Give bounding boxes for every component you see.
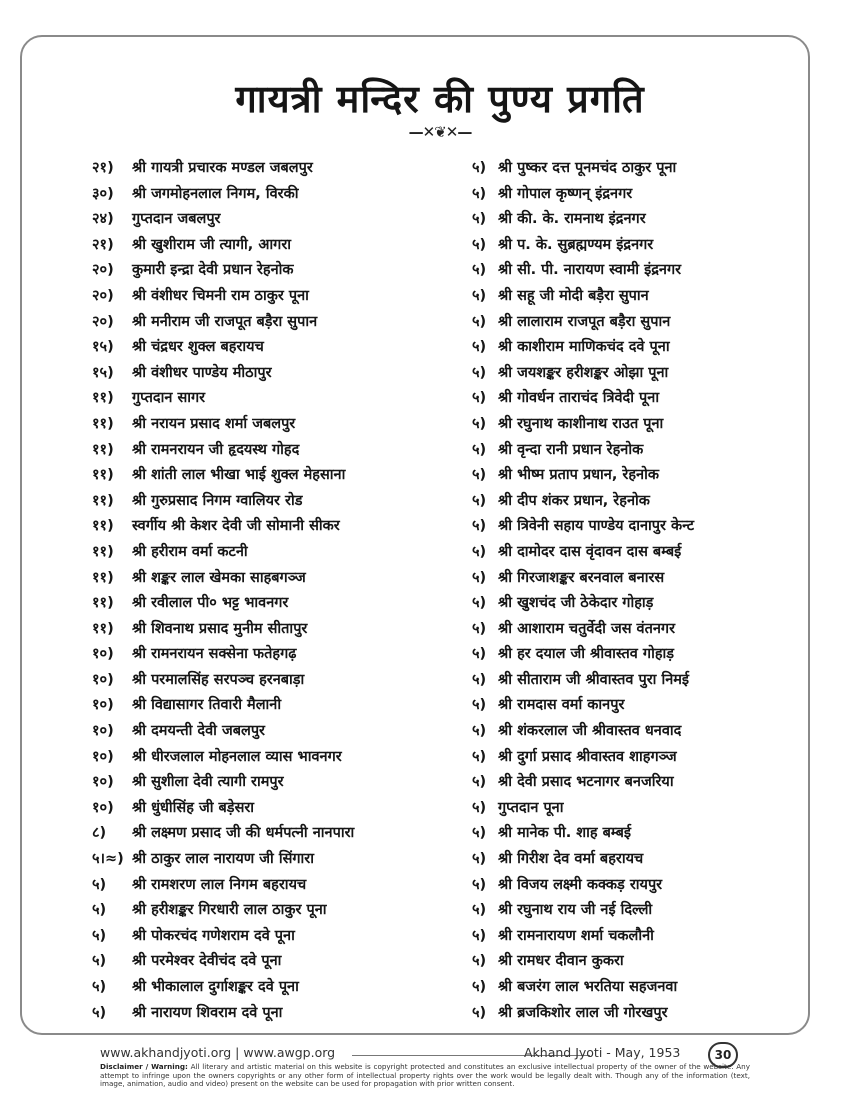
- donor-entry: [472, 514, 792, 540]
- donor-name: श्री मनीराम जी राजपूत बड़ैरा सुपान: [132, 313, 318, 330]
- donation-amount: १०): [92, 646, 114, 663]
- donor-name: श्री सीताराम जी श्रीवास्तव पुरा निमई: [498, 671, 690, 688]
- donor-name: श्री गोपाल कृष्णन् इंद्रनगर: [498, 185, 633, 202]
- donor-name: श्री विद्यासागर तिवारी मैलानी: [132, 697, 282, 714]
- donation-amount: २१): [92, 236, 114, 253]
- donor-entry: [92, 770, 432, 796]
- donor-entry: [92, 924, 432, 950]
- donor-name: श्री हरीशङ्कर गिरधारी लाल ठाकुर पूना: [132, 902, 327, 919]
- donor-entry: [92, 412, 432, 438]
- donation-amount: ५): [472, 902, 487, 919]
- donation-amount: ५): [472, 262, 487, 279]
- donation-amount: ११): [92, 595, 114, 612]
- donor-name: श्री जगमोहनलाल निगम, विरकी: [132, 185, 299, 202]
- donation-amount: ११): [92, 492, 114, 509]
- donation-amount: ५): [92, 876, 107, 893]
- donation-amount: १०): [92, 697, 114, 714]
- donor-entry: [92, 233, 432, 259]
- donor-entry: [92, 489, 432, 515]
- donor-name: श्री रघुनाथ काशीनाथ राउत पूना: [498, 415, 664, 432]
- donation-amount: ५): [92, 1004, 107, 1021]
- donation-amount: ५): [472, 646, 487, 663]
- donor-entry: [92, 642, 432, 668]
- donor-name: श्री चंद्रधर शुक्ल बहरायच: [132, 339, 264, 356]
- donor-entry: [472, 745, 792, 771]
- donor-entry: [472, 566, 792, 592]
- donor-entry: [92, 514, 432, 540]
- donor-entry: [472, 438, 792, 464]
- disclaimer-label: Disclaimer / Warning:: [100, 1062, 188, 1071]
- donor-entry: [92, 540, 432, 566]
- donor-entry: [92, 796, 432, 822]
- donor-name: श्री शङ्कर लाल खेमका साहबगञ्ज: [132, 569, 306, 586]
- donor-entry: [472, 361, 792, 387]
- donation-amount: ५): [472, 825, 487, 842]
- donation-amount: ५): [472, 595, 487, 612]
- donor-name: श्री दीप शंकर प्रधान, रेहनोक: [498, 492, 650, 509]
- donation-amount: ५): [472, 774, 487, 791]
- donor-entry: [92, 361, 432, 387]
- donation-amount: २०): [92, 287, 114, 304]
- donor-name: श्री आशाराम चतुर्वेदी जस वंतनगर: [498, 620, 676, 637]
- donor-name: श्री त्रिवेनी सहाय पाण्डेय दानापुर केन्ट: [498, 518, 695, 535]
- donor-entry: [472, 335, 792, 361]
- donor-entry: [92, 182, 432, 208]
- donor-name: श्री लालाराम राजपूत बड़ैरा सुपान: [498, 313, 671, 330]
- donor-entry: [92, 975, 432, 1001]
- donor-entry: [472, 693, 792, 719]
- donation-amount: १५): [92, 364, 114, 381]
- donor-name: श्री ठाकुर लाल नारायण जी सिंगारा: [132, 851, 314, 868]
- donor-entry: [92, 386, 432, 412]
- donor-entry: [472, 873, 792, 899]
- donor-name: श्री रामशरण लाल निगम बहरायच: [132, 876, 307, 893]
- donor-name: श्री की. के. रामनाथ इंद्रनगर: [498, 211, 646, 228]
- donor-entry: [92, 873, 432, 899]
- donor-entry: [472, 924, 792, 950]
- donation-amount: ५): [472, 441, 487, 458]
- donation-amount: ५): [472, 236, 487, 253]
- donor-name: श्री खुशीराम जी त्यागी, आगरा: [132, 236, 292, 253]
- title-ornament: —✕❦✕—: [408, 123, 472, 141]
- donor-entry: [472, 796, 792, 822]
- donation-amount: ५): [472, 953, 487, 970]
- donor-name: स्वर्गीय श्री केशर देवी जी सोमानी सीकर: [132, 518, 340, 535]
- donation-amount: ५): [472, 851, 487, 868]
- donor-name: श्री गिरीश देव वर्मा बहरायच: [498, 851, 644, 868]
- donation-amount: ११): [92, 518, 114, 535]
- donation-amount: १०): [92, 774, 114, 791]
- donor-entry: [472, 463, 792, 489]
- donor-name: श्री हर दयाल जी श्रीवास्तव गोहाड़: [498, 646, 675, 663]
- donor-entry: [472, 642, 792, 668]
- donor-list-right: [472, 156, 792, 1026]
- donation-amount: ११): [92, 620, 114, 637]
- donor-entry: [472, 668, 792, 694]
- donor-entry: [92, 335, 432, 361]
- donor-name: श्री मानेक पी. शाह बम्बई: [498, 825, 632, 842]
- donor-entry: [92, 591, 432, 617]
- donation-amount: ५): [472, 467, 487, 484]
- donation-amount: २०): [92, 313, 114, 330]
- donor-entry: [472, 591, 792, 617]
- donor-name: श्री गुरुप्रसाद निगम ग्वालियर रोड: [132, 492, 303, 509]
- donor-entry: [92, 438, 432, 464]
- donor-name: श्री दुर्गा प्रसाद श्रीवास्तव शाहगञ्ज: [498, 748, 677, 765]
- donor-name: श्री परमालसिंह सरपञ्च हरनबाड़ा: [132, 671, 305, 688]
- donor-entry: [92, 310, 432, 336]
- donation-amount: ५): [472, 697, 487, 714]
- donation-amount: ५): [92, 902, 107, 919]
- donor-name: श्री सी. पी. नारायण स्वामी इंद्रनगर: [498, 262, 682, 279]
- donor-entry: [92, 821, 432, 847]
- donation-amount: १५): [92, 339, 114, 356]
- donor-entry: [92, 693, 432, 719]
- donor-name: श्री रामनारायण शर्मा चकलौनी: [498, 927, 654, 944]
- donation-amount: ५): [472, 723, 487, 740]
- donor-name: श्री धीरजलाल मोहनलाल व्यास भावनगर: [132, 748, 342, 765]
- donor-name: श्री रामनरायन सक्सेना फतेहगढ़: [132, 646, 297, 663]
- donor-entry: [472, 386, 792, 412]
- donation-amount: ११): [92, 390, 114, 407]
- donor-entry: [472, 156, 792, 182]
- donation-amount: ५): [472, 390, 487, 407]
- donor-name: श्री नरायन प्रसाद शर्मा जबलपुर: [132, 415, 296, 432]
- donation-amount: ५): [472, 671, 487, 688]
- page-number: 30: [708, 1042, 738, 1068]
- donation-amount: ११): [92, 569, 114, 586]
- donor-name: श्री देवी प्रसाद भटनागर बनजरिया: [498, 774, 674, 791]
- donor-entry: [472, 975, 792, 1001]
- donation-amount: ५): [92, 979, 107, 995]
- donation-amount: ५): [472, 927, 487, 944]
- donation-amount: ५): [472, 876, 487, 893]
- donor-name: श्री पुष्कर दत्त पूनमचंद ठाकुर पूना: [498, 160, 677, 176]
- donor-entry: [472, 617, 792, 643]
- donor-name: श्री गायत्री प्रचारक मण्डल जबलपुर: [132, 160, 313, 176]
- donor-entry: [92, 1001, 432, 1027]
- donor-name: श्री शंकरलाल जी श्रीवास्तव धनवाद: [498, 723, 682, 740]
- donation-amount: ५): [472, 415, 487, 432]
- donor-entry: [92, 156, 432, 182]
- donor-name: श्री रामदास वर्मा कानपुर: [498, 697, 625, 714]
- donation-amount: २१): [92, 160, 114, 176]
- donation-amount: २०): [92, 262, 114, 279]
- donor-entry: [472, 540, 792, 566]
- donation-amount: १०): [92, 671, 114, 688]
- donation-amount: ५): [472, 620, 487, 637]
- donor-entry: [92, 745, 432, 771]
- donor-name: श्री पोकरचंद गणेशराम दवे पूना: [132, 927, 295, 944]
- donor-name: श्री परमेश्वर देवीचंद दवे पूना: [132, 953, 282, 970]
- donation-amount: ५): [472, 518, 487, 535]
- donor-entry: [472, 233, 792, 259]
- donation-amount: ३०): [92, 185, 114, 202]
- donation-amount: ८): [92, 825, 107, 842]
- donor-entry: [92, 719, 432, 745]
- donor-name: श्री भीष्म प्रताप प्रधान, रेहनोक: [498, 467, 659, 484]
- donation-amount: ५): [472, 339, 487, 356]
- donation-amount: ५।≈): [92, 851, 124, 868]
- donor-name: श्री नारायण शिवराम दवे पूना: [132, 1004, 283, 1021]
- donation-amount: ५): [472, 569, 487, 586]
- donation-amount: ५): [92, 953, 107, 970]
- donation-amount: ५): [472, 799, 487, 816]
- donation-amount: ५): [472, 979, 487, 995]
- donor-name: श्री खुशचंद जी ठेकेदार गोहाड़: [498, 595, 654, 612]
- donor-name: श्री गिरजाशङ्कर बरनवाल बनारस: [498, 569, 665, 586]
- donor-name: गुप्तदान सागर: [132, 390, 206, 407]
- donor-entry: [92, 898, 432, 924]
- donation-amount: ५): [472, 492, 487, 509]
- donor-name: श्री ब्रजकिशोर लाल जी गोरखपुर: [498, 1004, 668, 1021]
- donation-amount: ५): [472, 1004, 487, 1021]
- donor-entry: [92, 258, 432, 284]
- donor-entry: [472, 310, 792, 336]
- donation-amount: ११): [92, 441, 114, 458]
- donor-entry: [472, 847, 792, 873]
- donor-name: श्री वंशीधर पाण्डेय मीठापुर: [132, 364, 272, 381]
- donor-entry: [472, 207, 792, 233]
- donor-name: श्री विजय लक्ष्मी कक्कड़ रायपुर: [498, 876, 663, 893]
- donation-amount: ५): [472, 313, 487, 330]
- donor-entry: [472, 489, 792, 515]
- donor-name: गुप्तदान जबलपुर: [132, 211, 221, 228]
- donor-name: श्री धुंधीसिंह जी बड़ेसरा: [132, 799, 255, 816]
- donation-amount: ११): [92, 543, 114, 560]
- donation-amount: ५): [472, 185, 487, 202]
- donation-amount: १०): [92, 799, 114, 816]
- donor-name: कुमारी इन्द्रा देवी प्रधान रेहनोक: [132, 262, 294, 279]
- donation-amount: १०): [92, 748, 114, 765]
- footer-url[interactable]: www.akhandjyoti.org | www.awgp.org: [100, 1045, 336, 1060]
- page-title: गायत्री मन्दिर की पुण्य प्रगति: [235, 76, 645, 121]
- donation-amount: ११): [92, 415, 114, 432]
- donor-name: श्री लक्ष्मण प्रसाद जी की धर्मपत्नी नानपारा: [132, 825, 355, 842]
- donor-name: श्री दामोदर दास वृंदावन दास बम्बई: [498, 543, 682, 560]
- donor-name: श्री शिवनाथ प्रसाद मुनीम सीतापुर: [132, 620, 308, 637]
- donor-entry: [92, 284, 432, 310]
- donor-list-left: [92, 156, 432, 1026]
- footer-magazine: Akhand Jyoti - May, 1953: [524, 1045, 681, 1060]
- donor-name: श्री सुशीला देवी त्यागी रामपुर: [132, 774, 284, 791]
- donor-name: श्री सहू जी मोदी बड़ैरा सुपान: [498, 287, 649, 304]
- donor-name: गुप्तदान पूना: [498, 799, 564, 816]
- donor-name: श्री वृन्दा रानी प्रधान रेहनोक: [498, 441, 644, 458]
- donation-amount: ५): [472, 748, 487, 765]
- donor-entry: [92, 847, 432, 873]
- donor-entry: [92, 566, 432, 592]
- donor-entry: [92, 617, 432, 643]
- disclaimer: [100, 1063, 750, 1089]
- donor-entry: [92, 668, 432, 694]
- donor-name: श्री रामनरायन जी हृदयस्थ गोहद: [132, 441, 300, 458]
- donor-name: श्री हरीराम वर्मा कटनी: [132, 543, 248, 560]
- donor-entry: [92, 949, 432, 975]
- donation-amount: ५): [92, 927, 107, 944]
- donor-name: श्री प. के. सुब्रह्मण्यम इंद्रनगर: [498, 236, 654, 253]
- donation-amount: १०): [92, 723, 114, 740]
- donor-entry: [472, 821, 792, 847]
- donor-entry: [472, 412, 792, 438]
- donor-entry: [472, 284, 792, 310]
- donation-amount: ५): [472, 543, 487, 560]
- donation-amount: ५): [472, 287, 487, 304]
- donor-name: श्री गोवर्धन ताराचंद त्रिवेदी पूना: [498, 390, 660, 407]
- donor-name: श्री रवीलाल पी० भट्ट भावनगर: [132, 595, 289, 612]
- donor-name: श्री भीकालाल दुर्गाशङ्कर दवे पूना: [132, 979, 299, 995]
- donation-amount: ५): [472, 160, 487, 176]
- donor-name: श्री जयशङ्कर हरीशङ्कर ओझा पूना: [498, 364, 669, 381]
- donor-entry: [472, 1001, 792, 1027]
- donor-name: श्री दमयन्ती देवी जबलपुर: [132, 723, 265, 740]
- donor-name: श्री रघुनाथ राय जी नई दिल्ली: [498, 902, 653, 919]
- donation-amount: ५): [472, 364, 487, 381]
- donor-entry: [472, 770, 792, 796]
- donor-entry: [472, 949, 792, 975]
- footer: [100, 1043, 750, 1063]
- donor-entry: [472, 898, 792, 924]
- donor-entry: [472, 719, 792, 745]
- donor-name: श्री रामधर दीवान कुकरा: [498, 953, 624, 970]
- donation-amount: २४): [92, 211, 114, 228]
- donor-name: श्री काशीराम माणिकचंद दवे पूना: [498, 339, 670, 356]
- donor-name: श्री शांती लाल भीखा भाई शुक्ल मेहसाना: [132, 467, 346, 484]
- donor-entry: [92, 463, 432, 489]
- donation-amount: ५): [472, 211, 487, 228]
- donor-name: श्री वंशीधर चिमनी राम ठाकुर पूना: [132, 287, 309, 304]
- donor-entry: [92, 207, 432, 233]
- donor-entry: [472, 258, 792, 284]
- donation-amount: ११): [92, 467, 114, 484]
- donor-entry: [472, 182, 792, 208]
- donor-name: श्री बजरंग लाल भरतिया सहजनवा: [498, 979, 678, 995]
- disclaimer-text: All literary and artistic material on this website is copyright protected and constitutes an exclusive intellectual property of the owner of the website. Any attempt to infringe upon the owners copyrights or any other form of intellectual property rights over the work would be legally dealt with. Though any of the information (text, image, animation, audio and video) present on the website can be used for propagation with prior written consent.: [100, 1062, 750, 1089]
